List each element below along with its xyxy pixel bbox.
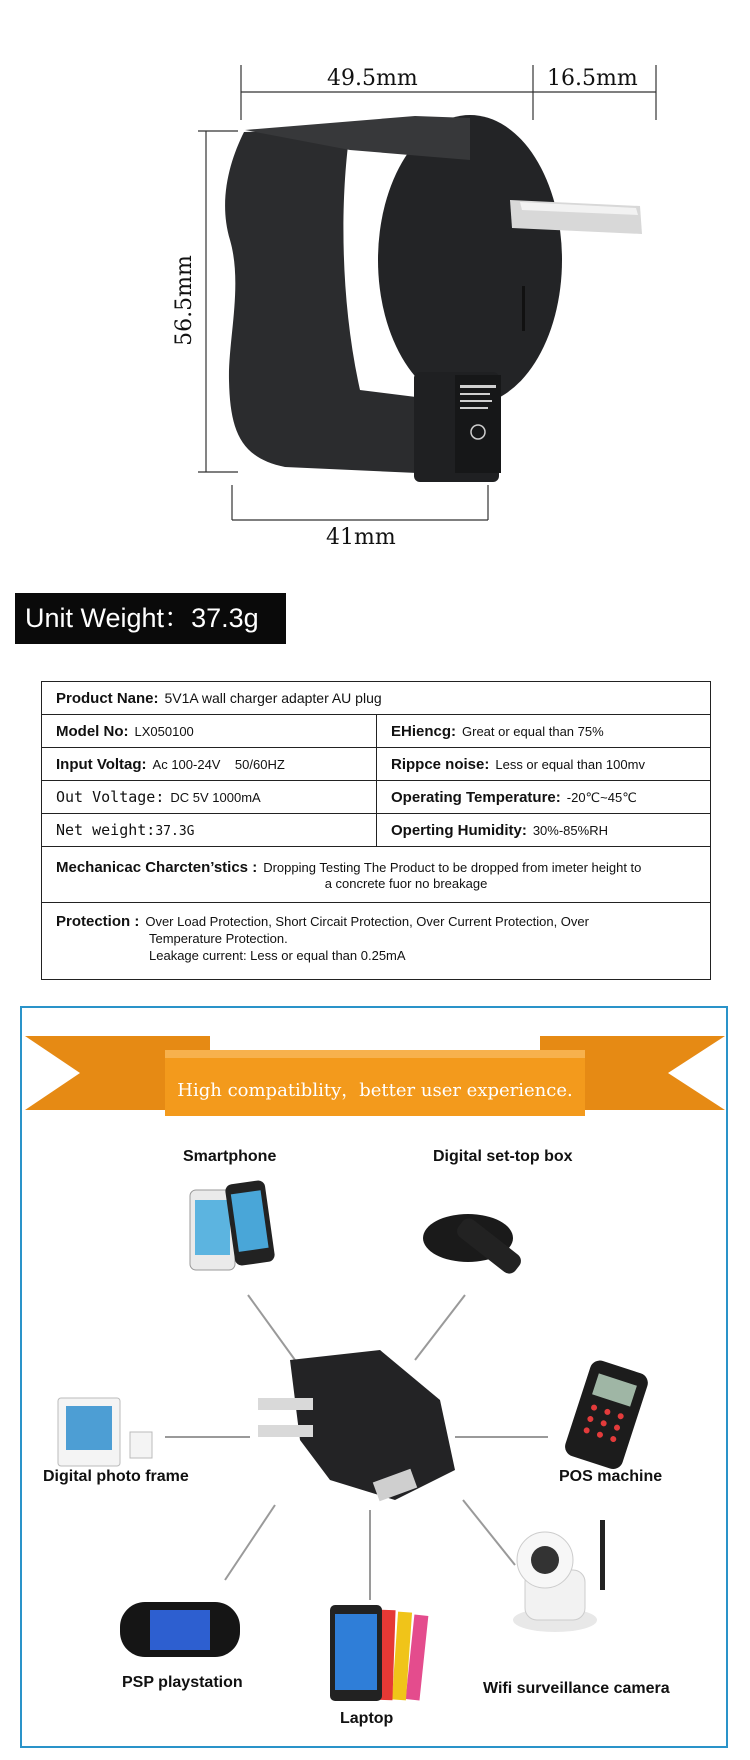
input-voltage-cell: Input Voltag: Ac 100-24V 50/60HZ bbox=[42, 748, 377, 781]
laptop-image bbox=[330, 1605, 428, 1701]
operating-temperature-cell: Operating Temperature: -20℃~45℃ bbox=[377, 781, 711, 814]
table-row bbox=[42, 682, 711, 715]
dimension-width-label: 49.5mm bbox=[327, 66, 418, 91]
pos-machine-image bbox=[562, 1358, 650, 1472]
laptop-label: Laptop bbox=[340, 1710, 394, 1727]
pos-machine-label: POS machine bbox=[559, 1468, 663, 1485]
spec-table bbox=[41, 681, 711, 980]
psp-label: PSP playstation bbox=[122, 1674, 243, 1691]
wifi-camera-label: Wifi surveillance camera bbox=[483, 1680, 670, 1697]
wifi-camera-image bbox=[513, 1520, 605, 1632]
table-row bbox=[42, 847, 711, 903]
table-row bbox=[42, 781, 711, 814]
dimension-height-label: 56.5mm bbox=[171, 255, 197, 346]
dimension-depth-label: 41mm bbox=[326, 525, 396, 550]
set-top-box-label: Digital set-top box bbox=[433, 1148, 573, 1165]
compatibility-banner-text: High compatiblity，better user experience. bbox=[177, 1080, 573, 1101]
unit-weight-value: 37.3g bbox=[191, 603, 259, 633]
photo-frame-label: Digital photo frame bbox=[43, 1468, 189, 1485]
set-top-box-image bbox=[423, 1214, 524, 1277]
table-row bbox=[42, 748, 711, 781]
table-row bbox=[42, 903, 711, 980]
smartphone-image bbox=[190, 1180, 276, 1270]
psp-image bbox=[120, 1602, 240, 1657]
mechanical-cell: Mechanicac Charcten’stics : Dropping Testing The Product to be dropped from imeter height to a concrete fuor no breakage bbox=[42, 847, 711, 903]
unit-weight-banner bbox=[15, 593, 286, 644]
table-row bbox=[42, 715, 711, 748]
net-weight-cell: Net weight:37.3G bbox=[42, 814, 377, 847]
ripple-noise-cell: Rippce noise: Less or equal than 100mv bbox=[377, 748, 711, 781]
model-no-cell: Model No: LX050100 bbox=[42, 715, 377, 748]
charger-photo bbox=[225, 115, 642, 482]
smartphone-label: Smartphone bbox=[183, 1148, 277, 1165]
out-voltage-cell: Out Voltage: DC 5V 1000mA bbox=[42, 781, 377, 814]
table-row bbox=[42, 814, 711, 847]
efficiency-cell: EHiencg: Great or equal than 75% bbox=[377, 715, 711, 748]
unit-weight-label: Unit Weight： bbox=[25, 603, 192, 633]
compatibility-graphics bbox=[0, 1000, 750, 1760]
operating-humidity-cell: Operting Humidity: 30%-85%RH bbox=[377, 814, 711, 847]
dimension-plug-length-label: 16.5mm bbox=[547, 66, 638, 91]
charger-center-image bbox=[258, 1350, 455, 1501]
product-name-cell: Product Nane: 5V1A wall charger adapter AU plug bbox=[42, 682, 711, 715]
photo-frame-image bbox=[58, 1398, 152, 1466]
protection-cell: Protection : Over Load Protection, Short Circait Protection, Over Current Protection, Over Temperature Protection. Leakage current: Less or equal than 0.25mA bbox=[42, 903, 711, 980]
